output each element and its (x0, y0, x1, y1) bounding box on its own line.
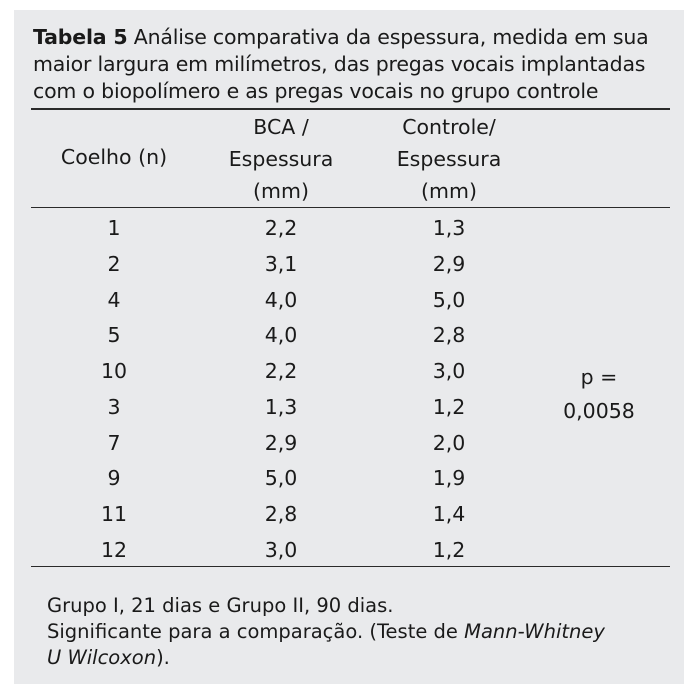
cell-control: 2,0 (432, 431, 466, 455)
footnote-test-name-cont: U Wilcoxon (47, 646, 157, 669)
cell-bca: 2,2 (264, 216, 298, 240)
footnote-line-1: Grupo I, 21 dias e Grupo II, 90 dias. (47, 594, 394, 617)
cell-rabbit: 1 (107, 216, 121, 240)
footnote (47, 593, 667, 671)
cell-control: 2,9 (432, 252, 466, 276)
header-control (374, 111, 524, 207)
footnote-line-3-text: ). (156, 646, 170, 669)
cell-rabbit: 9 (107, 466, 121, 490)
header-control-line-1: Controle/ (402, 115, 496, 139)
cell-bca: 2,9 (264, 431, 298, 455)
table-panel (14, 10, 684, 684)
cell-rabbit: 4 (107, 288, 121, 312)
header-bca-line-2: Espessura (228, 147, 334, 171)
header-bca-line-1: BCA / (253, 115, 309, 139)
top-rule (31, 108, 670, 110)
header-rabbit-line: Coelho (n) (60, 145, 168, 169)
cell-control: 2,8 (432, 323, 466, 347)
cell-control: 1,2 (432, 538, 466, 562)
cell-bca: 5,0 (264, 466, 298, 490)
footnote-line-2 (47, 619, 667, 645)
header-control-line-2: Espessura (396, 147, 502, 171)
header-rule (31, 207, 670, 208)
table-caption (33, 24, 673, 105)
p-value (539, 360, 659, 428)
cell-control: 3,0 (432, 359, 466, 383)
p-value-number: 0,0058 (563, 399, 635, 423)
table-caption-text: Análise comparativa da espessura, medida em sua maior largura em milímetros, das pregas vocais implantadas com o biopolímero e as pregas vocais no grupo controle (33, 25, 649, 103)
cell-rabbit: 2 (107, 252, 121, 276)
cell-bca: 1,3 (264, 395, 298, 419)
cell-control: 1,3 (432, 216, 466, 240)
footnote-line-3 (47, 645, 667, 671)
cell-rabbit: 12 (100, 538, 128, 562)
cell-bca: 3,0 (264, 538, 298, 562)
cell-bca: 2,8 (264, 502, 298, 526)
cell-bca: 2,2 (264, 359, 298, 383)
cell-bca: 4,0 (264, 323, 298, 347)
cell-control: 1,9 (432, 466, 466, 490)
cell-bca: 3,1 (264, 252, 298, 276)
cell-control: 1,4 (432, 502, 466, 526)
cell-rabbit: 11 (100, 502, 128, 526)
cell-rabbit: 3 (107, 395, 121, 419)
bottom-rule (31, 566, 670, 567)
footnote-line-2-text: Significante para a comparação. (Teste de (47, 620, 465, 643)
cell-rabbit: 5 (107, 323, 121, 347)
header-control-line-3: (mm) (421, 179, 477, 203)
cell-control: 1,2 (432, 395, 466, 419)
header-bca-line-3: (mm) (253, 179, 309, 203)
p-value-label: p = (580, 365, 618, 389)
table-label: Tabela 5 (33, 25, 128, 49)
header-bca (206, 111, 356, 207)
cell-rabbit: 10 (100, 359, 128, 383)
cell-bca: 4,0 (264, 288, 298, 312)
footnote-test-name: Mann-Whitney (464, 620, 605, 643)
cell-control: 5,0 (432, 288, 466, 312)
cell-rabbit: 7 (107, 431, 121, 455)
header-rabbit (34, 141, 194, 173)
